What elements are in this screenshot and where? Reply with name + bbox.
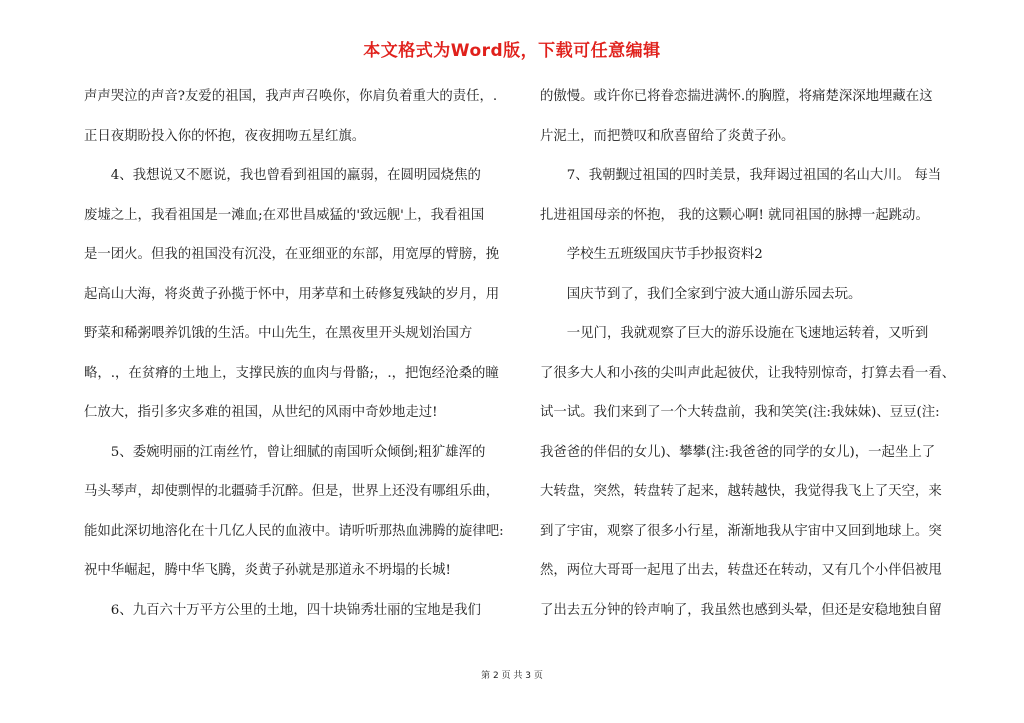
text-line: 起高山大海，将炎黄子孙揽于怀中，用茅草和土砖修复残缺的岁月，用 <box>84 286 500 302</box>
text-line: 了出去五分钟的铃声响了，我虽然也感到头晕，但还是安稳地独自留 <box>540 602 942 618</box>
text-line: 到了宇宙，观察了很多小行星，渐渐地我从宇宙中又回到地球上。突 <box>540 523 942 539</box>
text-line: 片泥土，而把赞叹和欣喜留给了炎黄子孙。 <box>540 128 795 144</box>
page-number: 第 2 页 共 3 页 <box>481 671 543 681</box>
section-heading: 学校生五班级国庆节手抄报资料2 <box>540 247 763 262</box>
text-line: 是一团火。但我的祖国没有沉没，在亚细亚的东部，用宽厚的臂膀，挽 <box>84 247 500 262</box>
text-line: 废墟之上，我看祖国是一滩血;在邓世昌威猛的'致远舰'上，我看祖国 <box>84 207 485 223</box>
text-line: 4、我想说又不愿说，我也曾看到祖国的羸弱，在圆明园烧焦的 <box>84 168 481 183</box>
left-text-column <box>84 77 512 630</box>
text-line: 了很多大人和小孩的尖叫声此起彼伏，让我特别惊奇，打算去看一看、 <box>540 365 956 381</box>
text-line: 的傲慢。或许你已将眷恋揣进满怀.的胸膛，将痛楚深深地埋藏在这 <box>540 89 933 104</box>
text-line: 然，两位大哥哥一起甩了出去，转盘还在转动，又有几个小伴侣被甩 <box>540 563 942 578</box>
text-line: 一见门，我就观察了巨大的游乐设施在飞速地运转着，又听到 <box>540 326 929 341</box>
word-format-banner: 本文格式为Word版，下载可任意编辑 <box>363 41 661 61</box>
text-line: 野菜和稀粥喂养饥饿的生活。中山先生，在黑夜里开头规划治国方 <box>84 326 473 341</box>
text-line: 仁放大，指引多灾多难的祖国，从世纪的风雨中奇妙地走过! <box>84 405 438 420</box>
text-line: 7、我朝觐过祖国的四时美景，我拜谒过祖国的名山大川。 每当 <box>540 168 942 183</box>
text-line: 马头琴声，却使剽悍的北疆骑手沉醉。但是，世界上还没有哪组乐曲， <box>84 484 500 499</box>
text-line: 能如此深切地溶化在十几亿人民的血液中。请听听那热血沸腾的旋律吧: <box>84 523 504 539</box>
text-line: 我爸爸的伴侣的女儿)、攀攀(注:我爸爸的同学的女儿)，一起坐上了 <box>540 444 936 460</box>
text-line: 略，.，在贫瘠的土地上，支撑民族的血肉与骨骼;，.，把饱经沧桑的瞳 <box>84 365 499 381</box>
text-line: 大转盘，突然，转盘转了起来，越转越快，我觉得我飞上了天空，来 <box>540 484 942 499</box>
right-text-column <box>540 77 970 630</box>
text-line: 国庆节到了，我们全家到宁波大通山游乐园去玩。 <box>540 286 862 302</box>
text-line: 6、九百六十万平方公里的土地，四十块锦秀壮丽的宝地是我们 <box>84 602 481 618</box>
text-line: 试一试。我们来到了一个大转盘前，我和笑笑(注:我妹妹)、豆豆(注: <box>540 405 940 420</box>
text-line: 扎进祖国母亲的怀抱， 我的这颗心啊! 就同祖国的脉搏一起跳动。 <box>540 207 929 223</box>
text-line: 5、委婉明丽的江南丝竹，曾让细腻的南国听众倾倒;粗犷雄浑的 <box>84 444 486 460</box>
text-line: 祝中华崛起，腾中华飞腾，炎黄子孙就是那道永不坍塌的长城! <box>84 563 451 578</box>
text-line: 正日夜期盼投入你的怀抱，夜夜拥吻五星红旗。 <box>84 128 366 144</box>
text-line: 声声哭泣的声音?友爱的祖国，我声声召唤你，你肩负着重大的责任，. <box>84 89 498 104</box>
